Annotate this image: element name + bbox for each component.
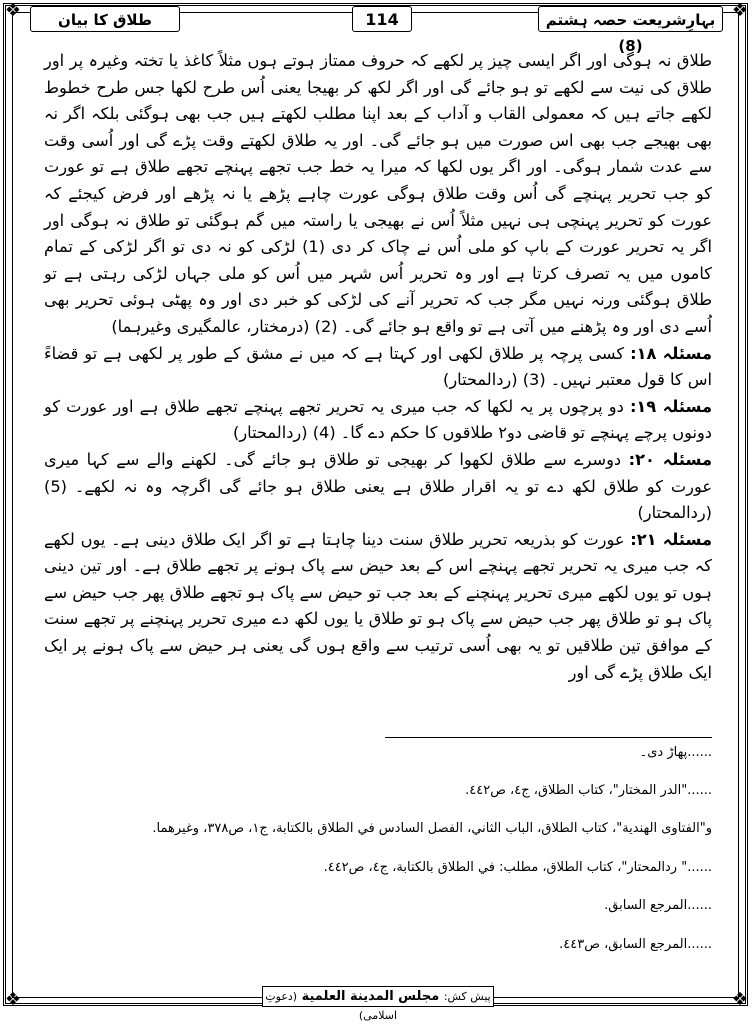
book-title: بہارِشریعت حصہ ہشتم (8) [538, 6, 723, 32]
footnote: ......المرجع السابق، ص٤٤٣. [559, 937, 712, 952]
page-number: 114 [352, 6, 412, 32]
footnote: و"الفتاوى الهندية"، كتاب الطلاق، الباب الثاني، الفصل السادس في الطلاق بالكتابة، ج١، ص٣٧٨، وغيرهما. [152, 821, 712, 836]
footnote: ......"الدر المختار"، كتاب الطلاق، ج٤، ص٤٤٢. [465, 783, 712, 798]
page-header [30, 6, 723, 55]
footnote: ......" ردالمحتار"، كتاب الطلاق، مطلب: في الطلاق بالكتابة، ج٤، ص٤٤٢. [323, 860, 712, 875]
masala-label: مسئلہ ۲۰: [628, 449, 712, 469]
main-text [44, 48, 712, 686]
ornament-icon: ❖ [731, 989, 749, 1010]
masala-text: عورت کو بذریعہ تحریر طلاق سنت دینا چاہتا ہے تو اگر ایک طلاق دینی ہے۔ یوں لکھے کہ جب میری یہ تحریر تجھے پہنچے اس کے بعد حیض سے پاک ہونے پر تجھے طلاق ہے۔ اور تین دینی ہوں تو یوں لکھے میری تحریر پہنچنے کے بعد جب تو حیض سے پاک ہو تجھے طلاق پھر جب حیض سے پاک ہو تو طلاق پھر جب حیض سے پاک ہو تو طلاق یا یوں لکھ دے میری تحریر پہنچنے پر تجھے سنت کے موافق تین طلاقیں تو یہ بھی اُسی ترتیب سے واقع ہوں گی یعنی ہر حیض سے پاک ہونے پر ایک ایک طلاق پڑے گی اور [44, 529, 712, 682]
masala-20 [44, 447, 712, 527]
footer-suffix: (دعوتِ اسلامی) [265, 990, 398, 1022]
footer-org: مجلس المدينة العلمية [301, 989, 440, 1004]
footer-prefix: پیش کش: [443, 990, 491, 1003]
paragraph: طلاق نہ ہوگی اور اگر ایسی چیز پر لکھے کہ حروف ممتاز ہوتے ہوں مثلاً کاغذ یا تختہ وغیرہ پر اور طلاق کی نیت سے لکھے تو ہو جائے گی اور اگر لکھ کر بھیجا یعنی اُس طرح لکھا جس طرح خطوط لکھے جاتے ہیں کہ معمولی القاب و آداب کے بعد اپنا مطلب لکھتے ہیں جب بھی ہوگئی بلکہ اگر نہ بھی بھیجے جب بھی اس صورت میں ہو جائے گی۔ اور یہ طلاق لکھتے وقت پڑے گی اور اُسی وقت سے عدت شمار ہوگی۔ اور اگر یوں لکھا کہ میرا یہ خط جب تجھے پہنچے تجھے طلاق ہے تو عورت کو جب تحریر پہنچے گی اُس وقت طلاق ہوگی عورت چاہے پڑھے یا نہ پڑھے اور فرض کیجئے کہ عورت کو تحریر پہنچی ہی نہیں مثلاً اُس نے بھیجی یا راستہ میں گم ہوگئی تو طلاق نہ ہوگی اور اگر یہ تحریر عورت کے باپ کو ملی اُس نے چاک کر دی (1) لڑکی کو نہ دی تو اگر لڑکی کے تمام کاموں میں یہ تصرف کرتا ہے اور وہ تحریر اُس شہر میں اُس کو ملی جہاں لڑکی رہتی ہے تو طلاق ہوگئی ورنہ نہیں مگر جب کہ تحریر آنے کی لڑکی کو خبر دی اور وہ پھٹی ہوئی تحریر بھی اُسے دی اور وہ پڑھنے میں آتی ہے تو واقع ہو جائے گی۔ (2) (درمختار، عالمگیری وغیرہما) [44, 51, 712, 336]
chapter-title: طلاق کا بیان [30, 6, 180, 32]
masala-text: دو پرچوں پر یہ لکھا کہ جب میری یہ تحریر تجھے پہنچے تجھے طلاق ہے اور عورت کو دونوں پرچے پہنچے تو قاضی دو۲ طلاقوں کا حکم دے گا۔ (4) (ردالمحتار) [44, 396, 712, 443]
masala-label: مسئلہ ۱۸: [630, 343, 712, 363]
masala-text: دوسرے سے طلاق لکھوا کر بھیجی تو طلاق ہو جائے گی۔ لکھنے والے سے کہا میری عورت کو طلاق لکھ دے تو یہ اقرار طلاق ہے یعنی طلاق ہو جائے گی اگرچہ وہ نہ لکھے۔ (5) (ردالمحتار) [44, 449, 712, 523]
ornament-icon: ❖ [731, 0, 749, 21]
footnote: ......پھاڑ دی۔ [639, 745, 712, 760]
masala-19 [44, 394, 712, 447]
masala-18 [44, 341, 712, 394]
masala-text: کسی پرچہ پر طلاق لکھی اور کہتا ہے کہ میں نے مشق کے طور پر لکھی ہے تو قضاءً اس کا قول معتبر نہیں۔ (3) (ردالمحتار) [44, 343, 712, 390]
ornament-icon: ❖ [4, 0, 22, 21]
masala-label: مسئلہ ۲۱: [630, 529, 712, 549]
footnote: ......المرجع السابق. [604, 898, 712, 913]
ornament-icon: ❖ [4, 989, 22, 1010]
publisher-footer [262, 986, 494, 1022]
footnote-divider [385, 737, 712, 738]
masala-label: مسئلہ ۱۹: [629, 396, 712, 416]
masala-21 [44, 527, 712, 687]
